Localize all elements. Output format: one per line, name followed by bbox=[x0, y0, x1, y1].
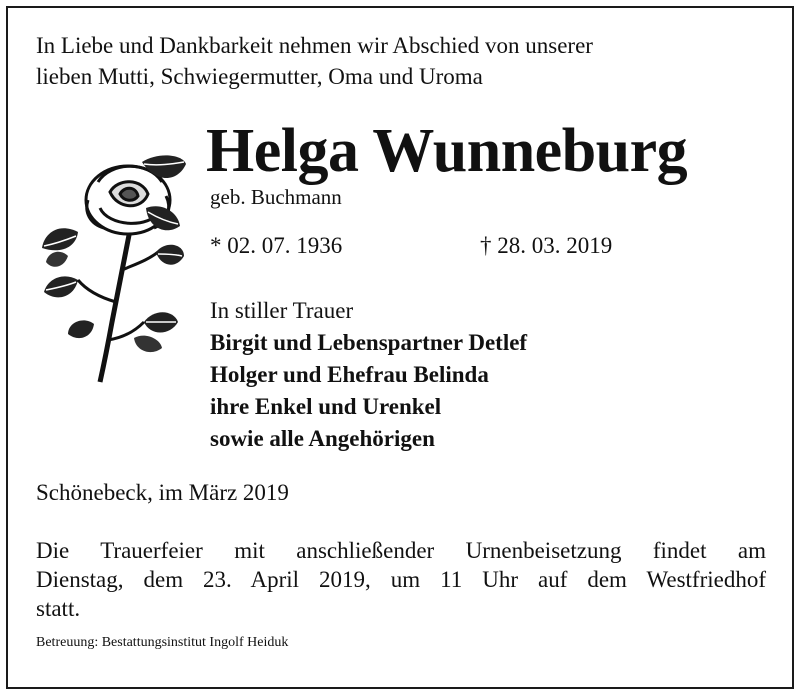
deceased-name: Helga Wunneburg bbox=[206, 117, 688, 185]
place-date: Schönebeck, im März 2019 bbox=[36, 480, 289, 505]
ceremony-notice bbox=[36, 536, 766, 623]
birth-date: * 02. 07. 1936 bbox=[210, 233, 343, 258]
mourner-entry: sowie alle Angehörigen bbox=[210, 426, 435, 451]
intro-line-2: lieben Mutti, Schwiegermutter, Oma und Uroma bbox=[36, 64, 483, 89]
mourner-entry: ihre Enkel und Urenkel bbox=[210, 394, 442, 419]
death-date: † 28. 03. 2019 bbox=[480, 233, 613, 258]
mourning-intro: In stiller Trauer bbox=[210, 298, 354, 323]
mourners-list bbox=[210, 327, 527, 455]
intro-text bbox=[36, 30, 766, 92]
ceremony-line-3: statt. bbox=[36, 596, 81, 621]
mourner-entry: Birgit und Lebenspartner Detlef bbox=[210, 330, 528, 355]
intro-line-1: In Liebe und Dankbarkeit nehmen wir Abschied von unserer bbox=[36, 33, 593, 58]
maiden-name: geb. Buchmann bbox=[210, 185, 342, 209]
mourner-entry: Holger und Ehefrau Belinda bbox=[210, 362, 489, 387]
rose-icon bbox=[38, 152, 188, 384]
funeral-home-credit: Betreuung: Bestattungsinstitut Ingolf Heiduk bbox=[36, 635, 289, 650]
ceremony-line-2: Dienstag, dem 23. April 2019, um 11 Uhr auf dem Westfriedhof bbox=[36, 567, 766, 592]
ceremony-line-1: Die Trauerfeier mit anschließender Urnenbeisetzung findet am bbox=[36, 538, 766, 563]
